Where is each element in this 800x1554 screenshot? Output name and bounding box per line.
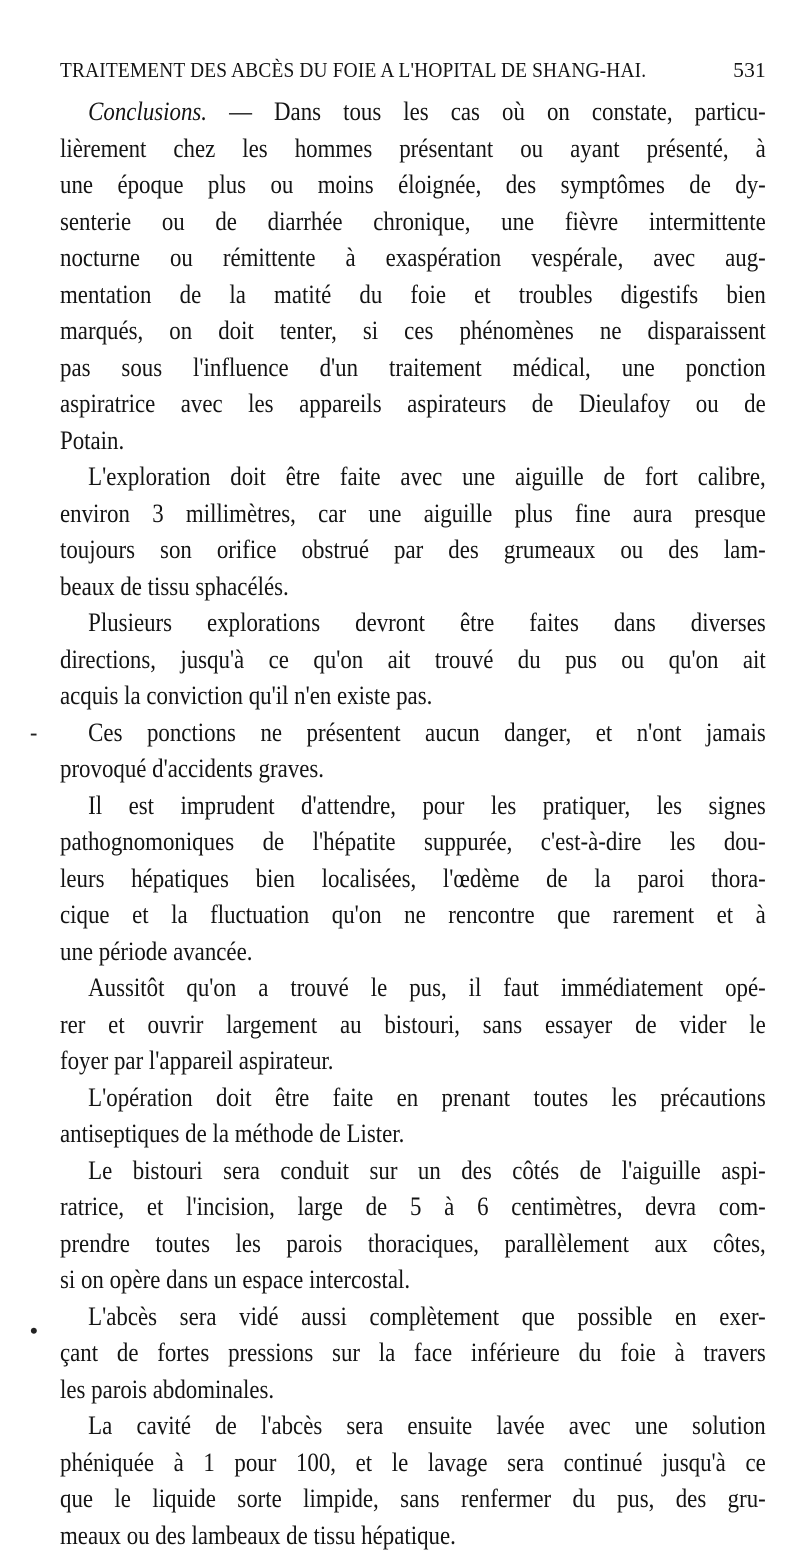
text-line: si on opère dans un espace intercostal. [60, 1262, 681, 1299]
running-header [60, 58, 766, 94]
text-line: mentation de la matité du foie et troubles digestifs bien [60, 277, 766, 314]
text-line: provoqué d'accidents graves. [60, 751, 681, 788]
text-line: L'exploration doit être faite avec une aiguille de fort calibre, [60, 459, 766, 496]
text-line: Il est imprudent d'attendre, pour les pratiquer, les signes [60, 788, 766, 825]
text-line: cique et la fluctuation qu'on ne rencontre que rarement et à [60, 897, 766, 934]
text-line: antiseptiques de la méthode de Lister. [60, 1116, 681, 1153]
text-line: senterie ou de diarrhée chronique, une fièvre intermittente [60, 204, 766, 241]
text-line [60, 94, 766, 131]
text-line: rer et ouvrir largement au bistouri, sans essayer de vider le [60, 1007, 766, 1044]
margin-mark: - [30, 720, 37, 746]
text-line: nocturne ou rémittente à exaspération vespérale, avec aug- [60, 240, 766, 277]
text-line: aspiratrice avec les appareils aspirateurs de Dieulafoy ou de [60, 386, 766, 423]
running-title: TRAITEMENT DES ABCÈS DU FOIE A L'HOPITAL DE SHANG-HAI. [60, 58, 646, 83]
text-line: une période avancée. [60, 934, 681, 971]
text-line: L'abcès sera vidé aussi complètement que possible en exer- [60, 1299, 766, 1336]
text-line: directions, jusqu'à ce qu'on ait trouvé du pus ou qu'on ait [60, 642, 766, 679]
text-line: Aussitôt qu'on a trouvé le pus, il faut immédiatement opé- [60, 970, 766, 1007]
line-text: — Dans tous les cas où on constate, particu- [207, 97, 766, 126]
text-line: phéniquée à 1 pour 100, et le lavage sera continué jusqu'à ce [60, 1445, 766, 1482]
text-line: prendre toutes les parois thoraciques, parallèlement aux côtes, [60, 1226, 766, 1263]
text-line: lièrement chez les hommes présentant ou ayant présenté, à [60, 131, 766, 168]
text-line: une époque plus ou moins éloignée, des symptômes de dy- [60, 167, 766, 204]
text-line: pas sous l'influence d'un traitement médical, une ponction [60, 350, 766, 387]
text-line: meaux ou des lambeaux de tissu hépatique. [60, 1518, 681, 1554]
text-line: leurs hépatiques bien localisées, l'œdème de la paroi thora- [60, 861, 766, 898]
body-text [60, 94, 766, 1554]
text-line: ratrice, et l'incision, large de 5 à 6 centimètres, devra com- [60, 1189, 766, 1226]
text-line: toujours son orifice obstrué par des grumeaux ou des lam- [60, 532, 766, 569]
text-line: Ces ponctions ne présentent aucun danger, et n'ont jamais [60, 715, 766, 752]
text-line: Potain. [60, 423, 681, 460]
margin-mark: • [30, 1318, 38, 1344]
text-line: environ 3 millimètres, car une aiguille plus fine aura presque [60, 496, 766, 533]
section-lead: Conclusions. [88, 97, 207, 126]
text-line: marqués, on doit tenter, si ces phénomènes ne disparaissent [60, 313, 766, 350]
text-line: La cavité de l'abcès sera ensuite lavée avec une solution [60, 1408, 766, 1445]
text-line: çant de fortes pressions sur la face inférieure du foie à travers [60, 1335, 766, 1372]
text-line: L'opération doit être faite en prenant toutes les précautions [60, 1080, 766, 1117]
text-line: les parois abdominales. [60, 1372, 681, 1409]
text-line: Plusieurs explorations devront être faites dans diverses [60, 605, 766, 642]
page-number: 531 [733, 58, 766, 83]
text-line: beaux de tissu sphacélés. [60, 569, 681, 606]
text-line: Le bistouri sera conduit sur un des côtés de l'aiguille aspi- [60, 1153, 766, 1190]
text-line: foyer par l'appareil aspirateur. [60, 1043, 681, 1080]
text-line: pathognomoniques de l'hépatite suppurée, c'est-à-dire les dou- [60, 824, 766, 861]
text-line: que le liquide sorte limpide, sans renfermer du pus, des gru- [60, 1481, 766, 1518]
text-line: acquis la conviction qu'il n'en existe pas. [60, 678, 681, 715]
